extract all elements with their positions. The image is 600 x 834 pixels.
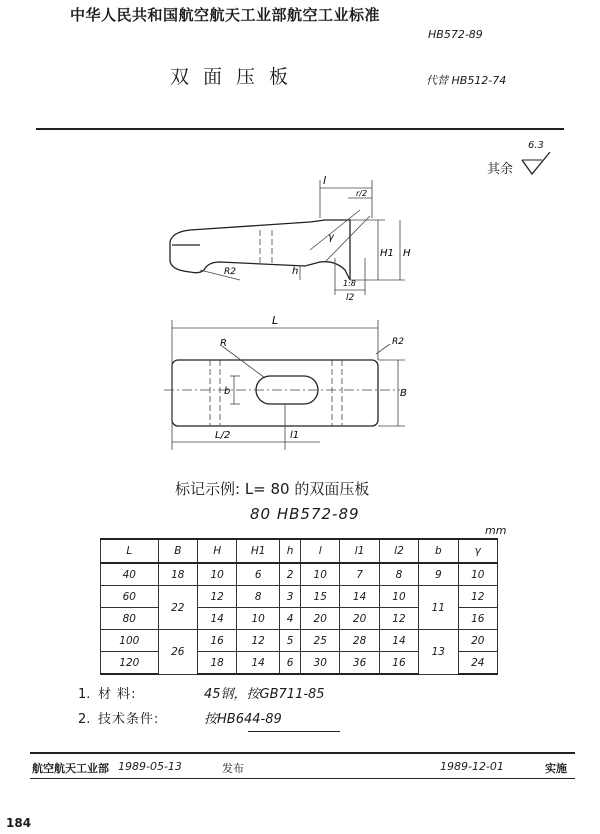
cell: 80 (101, 608, 159, 630)
dim-L-label: L (272, 314, 279, 327)
cell: 16 (379, 652, 418, 675)
cell: 18 (198, 652, 237, 675)
cell: 4 (280, 608, 301, 630)
cell: 16 (198, 630, 237, 652)
dim-H-label: H (403, 248, 411, 259)
note-number: 2. (78, 712, 91, 727)
note-key: 材 料: (98, 687, 137, 702)
table-row (101, 563, 498, 586)
side-R2-label: R2 (224, 267, 236, 277)
cell: 30 (301, 652, 340, 675)
cell: 40 (101, 563, 159, 586)
dim-l-label: l (323, 174, 327, 187)
cell: 16 (458, 608, 498, 630)
page-number: 184 (6, 816, 32, 830)
marking-example-line2: 80 HB572-89 (250, 505, 360, 523)
cell: 12 (198, 586, 237, 608)
cell: 20 (340, 608, 379, 630)
dim-H1-label: H1 (380, 248, 394, 259)
cell: 100 (101, 630, 159, 652)
note-value: 按HB644-89 (204, 712, 282, 727)
note-material (78, 683, 325, 702)
cell: 14 (379, 630, 418, 652)
cell: 12 (458, 586, 498, 608)
dim-b-label: b (224, 386, 231, 397)
dim-h-label: h (292, 266, 299, 277)
issuing-organization: 中华人民共和国航空航天工业部航空工业标准 (70, 6, 381, 24)
cell: 20 (301, 608, 340, 630)
notes-underline (248, 731, 340, 732)
footer-impl-date: 1989-12-01 (440, 760, 504, 773)
note-key: 技术条件: (98, 712, 160, 727)
dim-rhalf-label: r/2 (356, 189, 368, 198)
cell: 15 (301, 586, 340, 608)
cell: 5 (280, 630, 301, 652)
cell: 8 (379, 563, 418, 586)
cell: 12 (379, 608, 418, 630)
dim-B-label: B (400, 388, 407, 399)
footer-implement: 实施 (545, 762, 567, 775)
cell: 20 (458, 630, 498, 652)
cell: 13 (419, 630, 458, 675)
cell: 10 (379, 586, 418, 608)
taper-label: 1:8 (343, 279, 356, 288)
header-divider (36, 128, 564, 130)
footer-divider (30, 752, 575, 754)
dimension-table (100, 538, 498, 675)
replaces-standard: 代替 HB512-74 (426, 74, 507, 87)
standard-number: HB572-89 (428, 28, 483, 41)
col-header: L (101, 539, 159, 563)
dim-l1-label: l1 (290, 430, 300, 441)
col-header: H (198, 539, 237, 563)
cell: 14 (198, 608, 237, 630)
cell: 6 (280, 652, 301, 675)
cell: 36 (340, 652, 379, 675)
plan-R-label: R (220, 338, 227, 349)
cell: 9 (419, 563, 458, 586)
col-header: b (419, 539, 458, 563)
table-header-row (101, 539, 498, 563)
cell: 14 (237, 652, 280, 675)
cell: 22 (158, 586, 197, 630)
col-header: l2 (379, 539, 418, 563)
footer-publish: 发布 (222, 762, 244, 775)
cell: 10 (458, 563, 498, 586)
cell: 11 (419, 586, 458, 630)
table-row (101, 586, 498, 608)
cell: 10 (237, 608, 280, 630)
marking-example-line1: 标记示例: L= 80 的双面压板 (175, 480, 370, 498)
footer-issuer: 航空航天工业部 (32, 762, 109, 775)
roughness-value: 6.3 (528, 140, 544, 151)
col-header: B (158, 539, 197, 563)
dim-r-label: γ (328, 232, 334, 243)
side-view-drawing (160, 170, 420, 310)
col-header: γ (458, 539, 498, 563)
footer-bottom-rule (30, 778, 575, 779)
roughness-label: 其余 (487, 162, 514, 177)
cell: 7 (340, 563, 379, 586)
col-header: l1 (340, 539, 379, 563)
cell: 28 (340, 630, 379, 652)
cell: 120 (101, 652, 159, 675)
cell: 6 (237, 563, 280, 586)
cell: 8 (237, 586, 280, 608)
cell: 2 (280, 563, 301, 586)
cell: 10 (198, 563, 237, 586)
note-technical (78, 708, 282, 727)
plan-R2-label: R2 (392, 337, 404, 347)
document-title: 双面压板 (170, 66, 303, 88)
table-row (101, 630, 498, 652)
note-number: 1. (78, 687, 91, 702)
cell: 26 (158, 630, 197, 675)
cell: 10 (301, 563, 340, 586)
cell: 25 (301, 630, 340, 652)
col-header: l (301, 539, 340, 563)
cell: 3 (280, 586, 301, 608)
cell: 18 (158, 563, 197, 586)
plan-view-drawing (160, 310, 420, 460)
table-unit: mm (485, 524, 507, 537)
cell: 14 (340, 586, 379, 608)
roughness-symbol-icon (520, 150, 560, 180)
cell: 60 (101, 586, 159, 608)
footer-issue-date: 1989-05-13 (118, 760, 182, 773)
col-header: H1 (237, 539, 280, 563)
note-value: 45钢，按GB711-85 (204, 687, 325, 702)
dim-l2-label: l2 (346, 293, 355, 303)
dim-Lhalf-label: L/2 (215, 430, 231, 441)
cell: 12 (237, 630, 280, 652)
cell: 24 (458, 652, 498, 675)
col-header: h (280, 539, 301, 563)
